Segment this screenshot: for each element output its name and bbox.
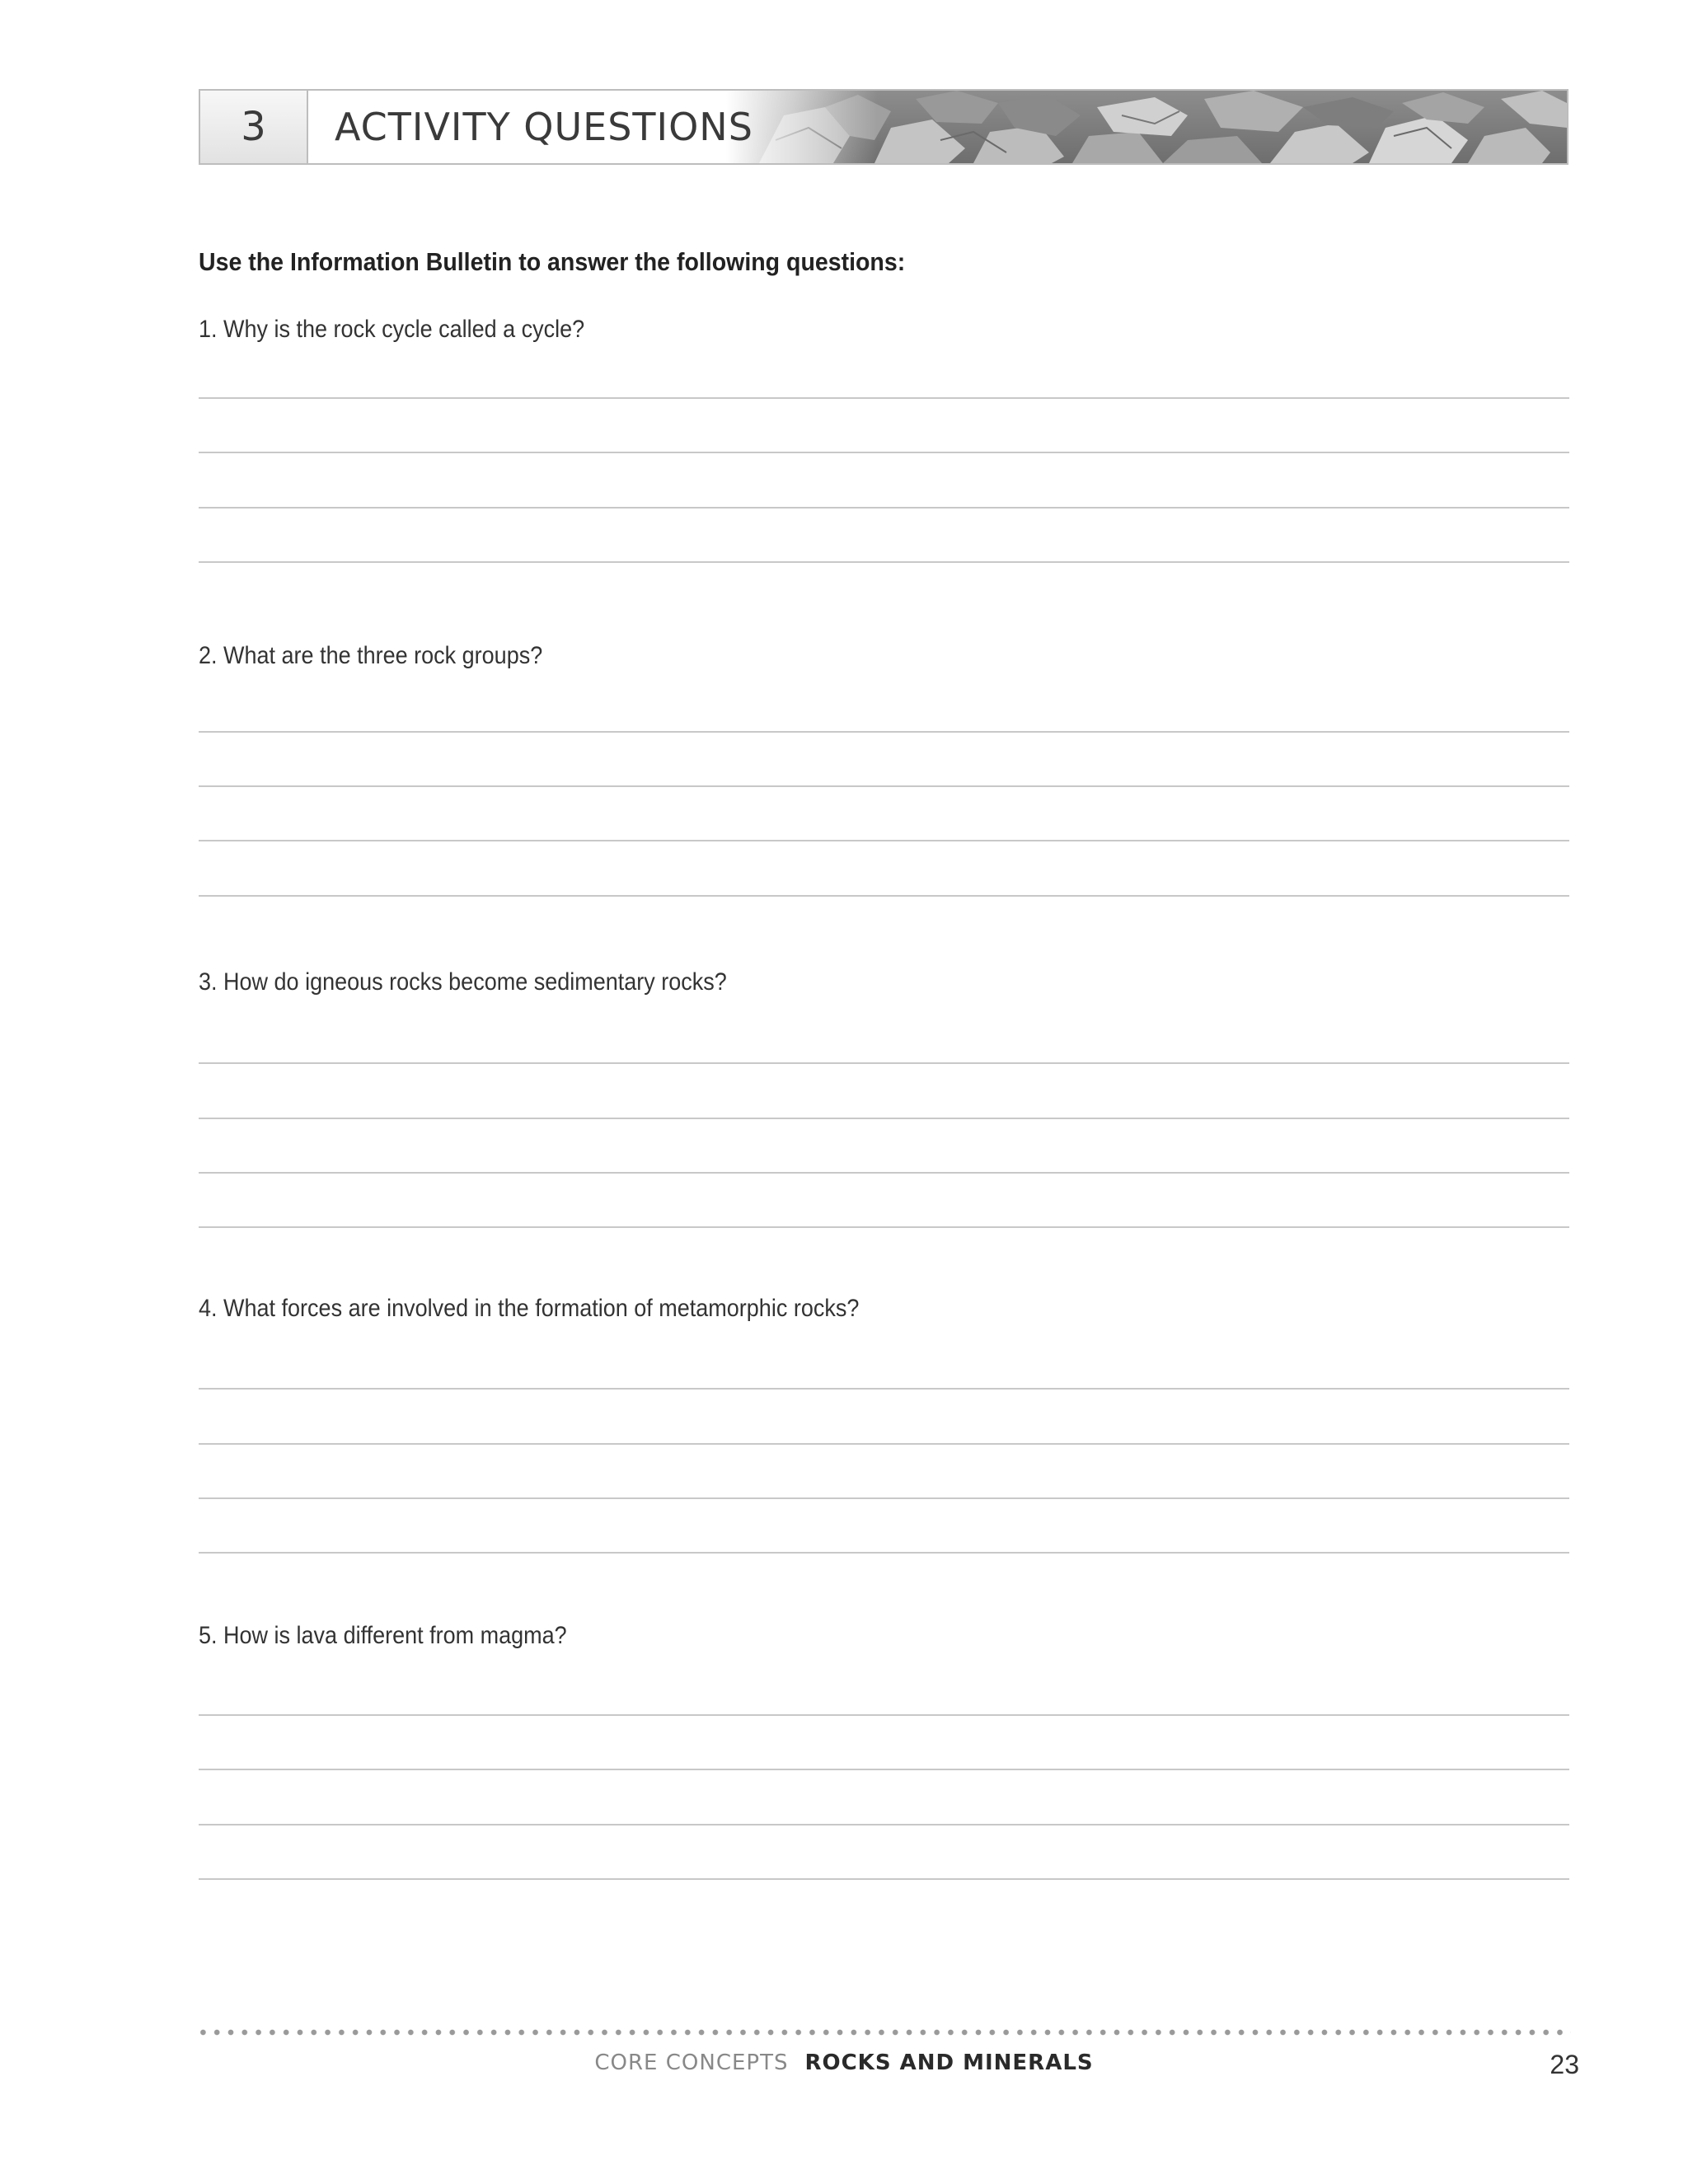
- rocks-banner-image: [726, 91, 1567, 163]
- answer-line[interactable]: [199, 731, 1569, 733]
- answer-line[interactable]: [199, 397, 1569, 399]
- question-2: [199, 640, 1569, 673]
- answer-line[interactable]: [199, 840, 1569, 841]
- answer-line[interactable]: [199, 561, 1569, 563]
- answer-line[interactable]: [199, 507, 1569, 509]
- answer-line[interactable]: [199, 1824, 1569, 1825]
- answer-line[interactable]: [199, 1497, 1569, 1499]
- answer-line[interactable]: [199, 452, 1569, 453]
- question-4: [199, 1292, 1569, 1325]
- section-title: ACTIVITY QUESTIONS: [335, 105, 753, 149]
- answer-line[interactable]: [199, 1172, 1569, 1174]
- answer-line[interactable]: [199, 1878, 1569, 1880]
- section-title-area: [308, 91, 1567, 163]
- instruction-text: Use the Information Bulletin to answer the following questions:: [199, 247, 906, 276]
- question-text: 3. How do igneous rocks become sedimentary rocks?: [199, 968, 727, 996]
- answer-line[interactable]: [199, 785, 1569, 787]
- answer-line[interactable]: [199, 1443, 1569, 1445]
- question-text: 1. Why is the rock cycle called a cycle?: [199, 316, 585, 343]
- answer-line[interactable]: [199, 1769, 1569, 1770]
- answer-line[interactable]: [199, 1118, 1569, 1119]
- question-3: [199, 966, 1569, 999]
- question-text: 4. What forces are involved in the formation of metamorphic rocks?: [199, 1295, 860, 1322]
- answer-line[interactable]: [199, 1388, 1569, 1390]
- page-number: 23: [1550, 2050, 1579, 2079]
- section-number: 3: [200, 91, 308, 163]
- footer-series: CORE CONCEPTS: [594, 2050, 789, 2075]
- answer-line[interactable]: [199, 895, 1569, 897]
- answer-line[interactable]: [199, 1062, 1569, 1064]
- answer-line[interactable]: [199, 1552, 1569, 1554]
- footer-dotted-divider: [196, 2028, 1571, 2036]
- footer-subject: ROCKS AND MINERALS: [804, 2050, 1094, 2075]
- question-1: [199, 313, 1569, 346]
- answer-line[interactable]: [199, 1714, 1569, 1716]
- question-text: 5. How is lava different from magma?: [199, 1622, 567, 1649]
- question-5: [199, 1619, 1569, 1652]
- question-text: 2. What are the three rock groups?: [199, 642, 543, 669]
- section-header: [199, 89, 1568, 165]
- footer-running-title: [0, 2050, 1688, 2075]
- answer-line[interactable]: [199, 1226, 1569, 1228]
